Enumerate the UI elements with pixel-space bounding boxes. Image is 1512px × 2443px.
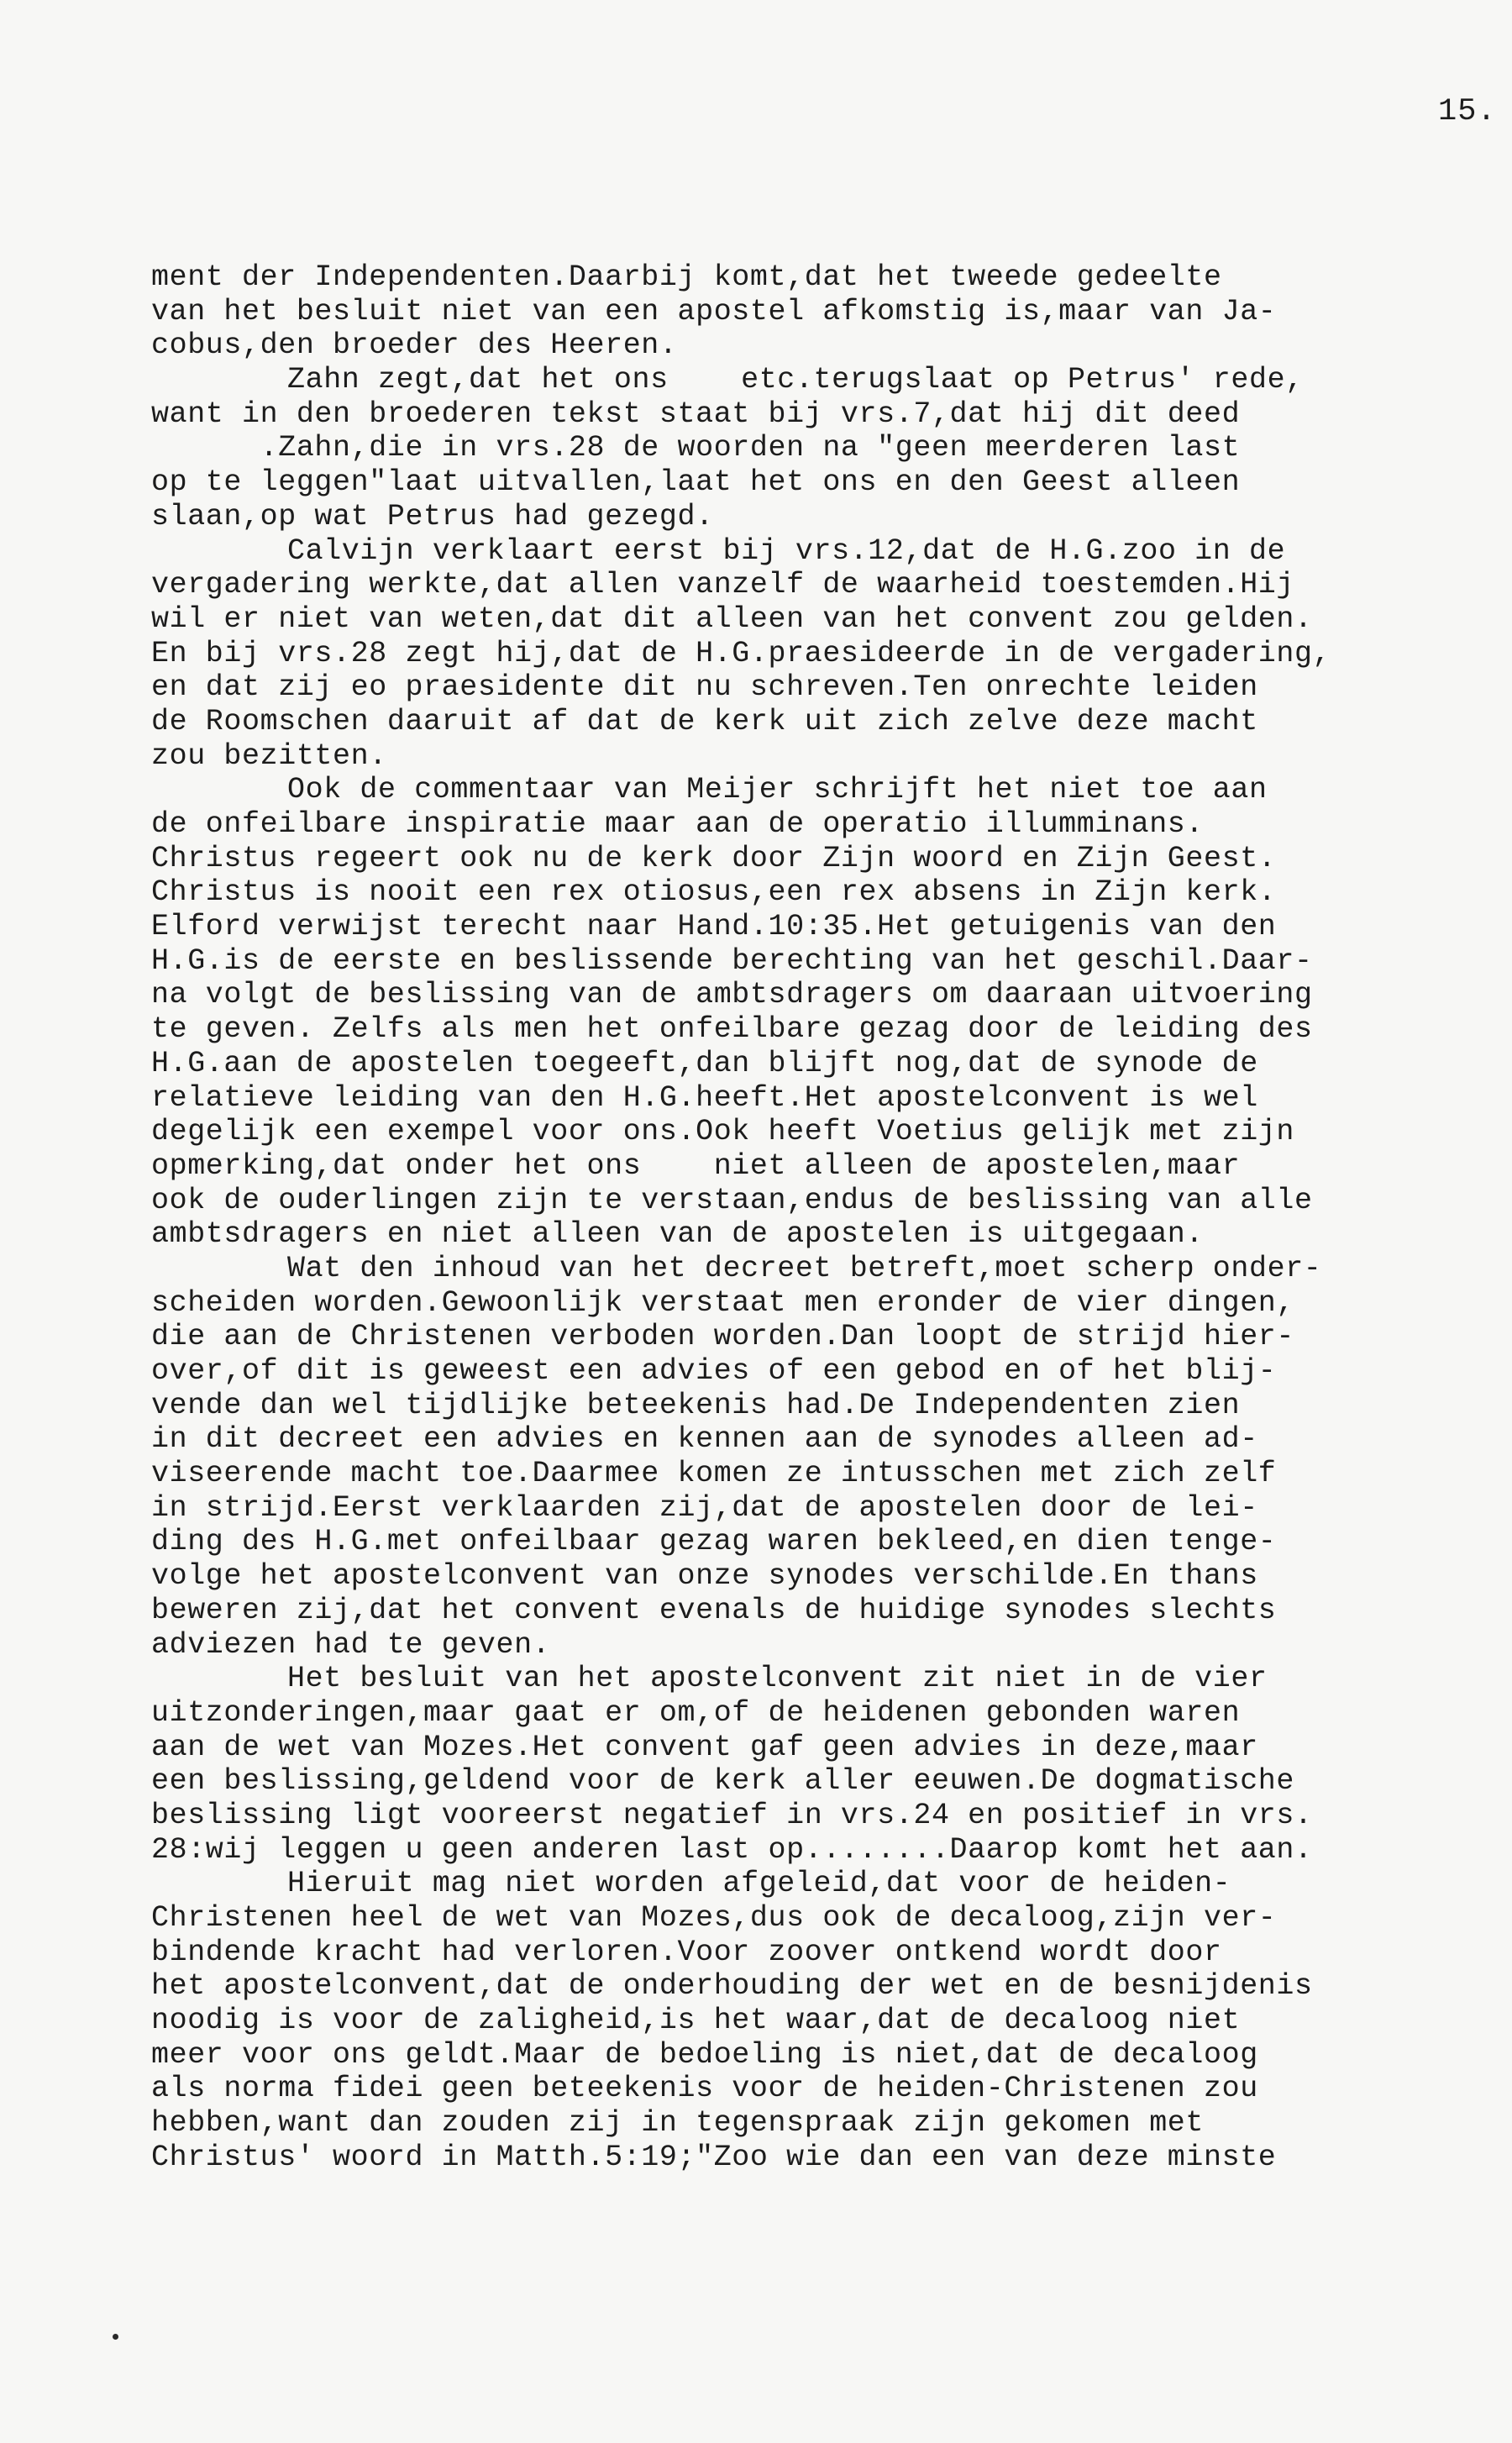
page-number: 15. bbox=[1438, 94, 1497, 129]
text-line: noodig is voor de zaligheid,is het waar,dat de decaloog niet bbox=[151, 2004, 1241, 2038]
text-line: adviezen had te geven. bbox=[151, 1627, 551, 1662]
text-line: Calvijn verklaart eerst bij vrs.12,dat de H.G.zoo in de bbox=[287, 533, 1286, 568]
text-line: viseerende macht toe.Daarmee komen ze intusschen met zich zelf bbox=[151, 1457, 1277, 1491]
text-line: want in den broederen tekst staat bij vrs.7,dat hij dit deed bbox=[151, 397, 1241, 431]
text-line: in dit decreet een advies en kennen aan de synodes alleen ad- bbox=[151, 1422, 1258, 1457]
text-line: Christus is nooit een rex otiosus,een rex absens in Zijn kerk. bbox=[151, 875, 1277, 910]
text-line: beweren zij,dat het convent evenals de huidige synodes slechts bbox=[151, 1593, 1277, 1627]
text-line: ment der Independenten.Daarbij komt,dat het tweede gedeelte bbox=[151, 260, 1222, 294]
text-line: en dat zij eo praesidente dit nu schreven.Ten onrechte leiden bbox=[151, 670, 1258, 705]
text-line: slaan,op wat Petrus had gezegd. bbox=[151, 499, 714, 533]
text-line: Hieruit mag niet worden afgeleid,dat voor de heiden- bbox=[287, 1867, 1231, 1901]
text-line: relatieve leiding van den H.G.heeft.Het apostelconvent is wel bbox=[151, 1080, 1258, 1115]
text-line: over,of dit is geweest een advies of een gebod en of het blij- bbox=[151, 1354, 1277, 1388]
text-line: een beslissing,geldend voor de kerk aller eeuwen.De dogmatische bbox=[151, 1764, 1295, 1799]
text-line: als norma fidei geen beteekenis voor de heiden-Christenen zou bbox=[151, 2072, 1258, 2106]
text-line: wil er niet van weten,dat dit alleen van het convent zou gelden. bbox=[151, 602, 1313, 636]
text-line: beslissing ligt vooreerst negatief in vrs.24 en positief in vrs. bbox=[151, 1798, 1313, 1832]
text-line: Christus' woord in Matth.5:19;"Zoo wie dan een van deze minste bbox=[151, 2140, 1277, 2174]
text-line: ook de ouderlingen zijn te verstaan,endus de beslissing van alle bbox=[151, 1183, 1313, 1217]
text-line: hebben,want dan zouden zij in tegenspraak zijn gekomen met bbox=[151, 2106, 1204, 2141]
text-line: degelijk een exempel voor ons.Ook heeft Voetius gelijk met zijn bbox=[151, 1115, 1295, 1149]
text-line: die aan de Christenen verboden worden.Dan loopt de strijd hier- bbox=[151, 1320, 1295, 1354]
text-line: H.G.aan de apostelen toegeeft,dan blijft nog,dat de synode de bbox=[151, 1046, 1258, 1080]
text-line: bindende kracht had verloren.Voor zoover ontkend wordt door bbox=[151, 1935, 1222, 1969]
text-line: na volgt de beslissing van de ambtsdragers om daaraan uitvoering bbox=[151, 978, 1313, 1012]
text-line: scheiden worden.Gewoonlijk verstaat men eronder de vier dingen, bbox=[151, 1285, 1295, 1320]
text-line: .Zahn,die in vrs.28 de woorden na "geen meerderen last bbox=[151, 431, 1241, 465]
text-line: op te leggen"laat uitvallen,laat het ons en den Geest alleen bbox=[151, 465, 1241, 500]
text-line: uitzonderingen,maar gaat er om,of de heidenen gebonden waren bbox=[151, 1695, 1241, 1730]
text-line: het apostelconvent,dat de onderhouding der wet en de besnijdenis bbox=[151, 1969, 1313, 2004]
text-line: 28:wij leggen u geen anderen last op........Daarop komt het aan. bbox=[151, 1832, 1313, 1867]
text-line: volge het apostelconvent van onze synodes verschilde.En thans bbox=[151, 1559, 1258, 1594]
text-line: Christus regeert ook nu de kerk door Zijn woord en Zijn Geest. bbox=[151, 841, 1277, 875]
text-line: cobus,den broeder des Heeren. bbox=[151, 328, 678, 363]
text-line: vende dan wel tijdlijke beteekenis had.De Independenten zien bbox=[151, 1388, 1241, 1422]
stray-ink-dot bbox=[113, 2334, 118, 2340]
text-line: Zahn zegt,dat het ons etc.terugslaat op Petrus' rede, bbox=[287, 363, 1304, 397]
text-line: van het besluit niet van een apostel afkomstig is,maar van Ja- bbox=[151, 294, 1277, 328]
text-line: in strijd.Eerst verklaarden zij,dat de apostelen door de lei- bbox=[151, 1490, 1258, 1525]
text-line: opmerking,dat onder het ons niet alleen de apostelen,maar bbox=[151, 1148, 1241, 1183]
text-line: vergadering werkte,dat allen vanzelf de waarheid toestemden.Hij bbox=[151, 568, 1295, 602]
body-text bbox=[151, 260, 1462, 2175]
text-line: Ook de commentaar van Meijer schrijft het niet toe aan bbox=[287, 773, 1268, 807]
text-line: ambtsdragers en niet alleen van de apostelen is uitgegaan. bbox=[151, 1217, 1204, 1252]
text-line: zou bezitten. bbox=[151, 738, 387, 773]
text-line: de Roomschen daaruit af dat de kerk uit zich zelve deze macht bbox=[151, 704, 1258, 738]
text-line: En bij vrs.28 zegt hij,dat de H.G.praesideerde in de vergadering, bbox=[151, 636, 1331, 670]
text-line: Het besluit van het apostelconvent zit niet in de vier bbox=[287, 1662, 1268, 1696]
text-line: Elford verwijst terecht naar Hand.10:35.Het getuigenis van den bbox=[151, 910, 1277, 944]
text-line: ding des H.G.met onfeilbaar gezag waren bekleed,en dien tenge- bbox=[151, 1525, 1277, 1559]
text-line: Wat den inhoud van het decreet betreft,moet scherp onder- bbox=[287, 1251, 1322, 1285]
text-line: te geven. Zelfs als men het onfeilbare gezag door de leiding des bbox=[151, 1012, 1313, 1047]
text-line: Christenen heel de wet van Mozes,dus ook de decaloog,zijn ver- bbox=[151, 1901, 1277, 1935]
text-line: H.G.is de eerste en beslissende berechting van het geschil.Daar- bbox=[151, 943, 1313, 978]
text-line: meer voor ons geldt.Maar de bedoeling is niet,dat de decaloog bbox=[151, 2037, 1258, 2072]
text-line: de onfeilbare inspiratie maar aan de operatio illumminans. bbox=[151, 807, 1204, 841]
text-line: aan de wet van Mozes.Het convent gaf geen advies in deze,maar bbox=[151, 1730, 1258, 1764]
